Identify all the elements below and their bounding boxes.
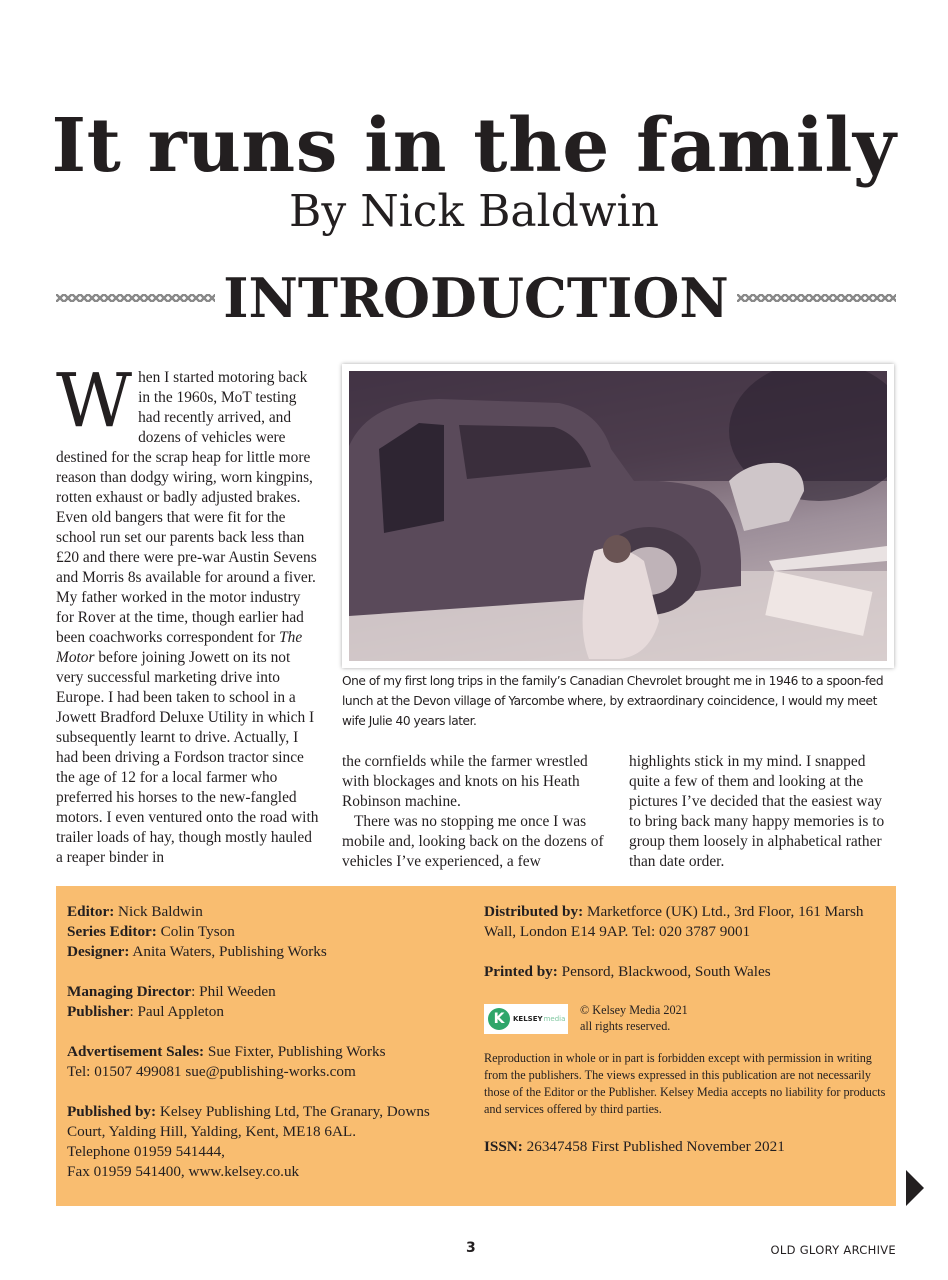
article-column-1 bbox=[56, 368, 320, 872]
disclaimer: Reproduction in whole or in part is forbidden except with permission in writing from the publishers. The views expressed in this publication are not necessarily those of the Editor or the Publisher. Kelsey Media accepts no liability for products and services offered by third parties. bbox=[484, 1051, 886, 1116]
kelsey-media-logo bbox=[484, 1004, 568, 1034]
credit-label: Publisher bbox=[67, 1003, 130, 1020]
credits-box bbox=[56, 886, 896, 1206]
publication-name: OLD GLORY ARCHIVE bbox=[770, 1243, 896, 1257]
copyright-line: © Kelsey Media 2021 bbox=[580, 1003, 688, 1017]
copyright-line: all rights reserved. bbox=[580, 1019, 671, 1033]
credit-value: 26347458 First Published November 2021 bbox=[522, 1138, 785, 1155]
credit-value: Sue Fixter, Publishing Works bbox=[204, 1043, 386, 1060]
publisher-details bbox=[67, 1102, 467, 1182]
credit-label: Series Editor: bbox=[67, 923, 157, 940]
credit-label: Advertisement Sales: bbox=[67, 1043, 205, 1060]
credit-label: Editor: bbox=[67, 903, 115, 920]
right-ornament-divider bbox=[737, 294, 896, 302]
credit-label: ISSN: bbox=[484, 1138, 523, 1155]
article-text: hen I started motoring back in the 1960s, MoT testing had recently arrived, and dozens of vehicles were destined for the scrap heap for little more reason than dodgy wiring, worn kingpins, rotten exhaust or badly adjusted brakes. Even old bangers that were fit for the school run set our parents back less than £20 and there were pre-war Austin Sevens and Morris 8s available for around a fiver. My father worked in the motor industry for Rover at the time, though earlier had been coachworks correspondent for bbox=[56, 369, 317, 646]
credit-label: Distributed by: bbox=[484, 903, 584, 920]
article-text: before joining Jowett on its not very successful marketing drive into Europe. I had been taken to school in a Jowett Bradford Deluxe Utility in which I subsequently learnt to drive. Actually, I had been driving a Fordson tractor since the age of 12 for a local farmer who preferred his horses to the new-fangled motors. I even ventured onto the road with trailer loads of hay, though mostly hauled a reaper binder in bbox=[56, 649, 319, 866]
credit-label: Designer: bbox=[67, 943, 130, 960]
page-number: 3 bbox=[466, 1240, 476, 1256]
photo-illustration bbox=[349, 371, 887, 661]
credit-label: Published by: bbox=[67, 1103, 157, 1120]
ad-contact: Tel: 01507 499081 sue@publishing-works.com bbox=[67, 1063, 356, 1080]
publisher-telephone: Telephone 01959 541444, bbox=[67, 1143, 225, 1160]
advertising-credits bbox=[67, 1042, 467, 1082]
credit-value: Marketforce (UK) Ltd., 3rd Floor, 161 Marsh Wall, London E14 9AP. Tel: 020 3787 9001 bbox=[484, 903, 864, 940]
credits-right-column bbox=[484, 902, 888, 1177]
credit-label: Managing Director bbox=[67, 983, 192, 1000]
copyright-notice bbox=[580, 1002, 688, 1034]
logo-wordmark-suffix: media bbox=[543, 1015, 566, 1023]
author-byline: By Nick Baldwin bbox=[289, 186, 659, 237]
credit-value: : Paul Appleton bbox=[129, 1003, 224, 1020]
chevrolet-photo bbox=[349, 371, 887, 661]
credits-left-column bbox=[67, 902, 467, 1202]
copyright-row bbox=[484, 1002, 888, 1034]
next-page-arrow-icon[interactable] bbox=[906, 1170, 924, 1206]
publisher-fax: Fax 01959 541400, www.kelsey.co.uk bbox=[67, 1163, 300, 1180]
credit-value: Colin Tyson bbox=[156, 923, 235, 940]
magazine-name: The Motor bbox=[56, 629, 303, 666]
kelsey-logo-icon: K bbox=[488, 1008, 510, 1030]
credit-value: : Phil Weeden bbox=[191, 983, 276, 1000]
logo-wordmark: KELSEY bbox=[513, 1015, 543, 1023]
article-title: It runs in the family bbox=[51, 103, 897, 189]
credit-value: Anita Waters, Publishing Works bbox=[129, 943, 327, 960]
staff-credits bbox=[67, 902, 467, 962]
drop-cap: W bbox=[56, 368, 133, 444]
photo-caption: One of my first long trips in the family’s Canadian Chevrolet brought me in 1946 to a spoon-fed lunch at the Devon village of Yarcombe where, by extraordinary coincidence, I would my meet wife Julie 40 years later. bbox=[342, 674, 884, 728]
credit-value: Kelsey Publishing Ltd, The Granary, Downs Court, Yalding Hill, Yalding, Kent, ME18 6AL. bbox=[67, 1103, 430, 1140]
credit-value: Pensord, Blackwood, South Wales bbox=[557, 963, 771, 980]
credit-value: Nick Baldwin bbox=[114, 903, 203, 920]
left-ornament-divider bbox=[56, 294, 215, 302]
paragraph: the cornfields while the farmer wrestled with blockages and knots on his Heath Robinson machine. bbox=[342, 753, 588, 810]
article-column-3 bbox=[629, 752, 896, 872]
printer-credit bbox=[484, 962, 888, 982]
photo-frame bbox=[342, 364, 894, 668]
management-credits bbox=[67, 982, 467, 1022]
credit-label: Printed by: bbox=[484, 963, 558, 980]
issn-credit bbox=[484, 1137, 888, 1157]
paragraph: There was no stopping me once I was mobile and, looking back on the dozens of vehicles I’ve experienced, a few bbox=[342, 813, 604, 870]
section-heading: INTRODUCTION bbox=[223, 266, 729, 330]
article-column-2 bbox=[342, 752, 610, 872]
distribution-credit bbox=[484, 902, 888, 942]
section-heading-row bbox=[56, 262, 896, 334]
paragraph: highlights stick in my mind. I snapped quite a few of them and looking at the pictures I’ve decided that the easiest way to bring back many happy memories is to group them loosely in alphabetical rather than date order. bbox=[629, 753, 885, 870]
